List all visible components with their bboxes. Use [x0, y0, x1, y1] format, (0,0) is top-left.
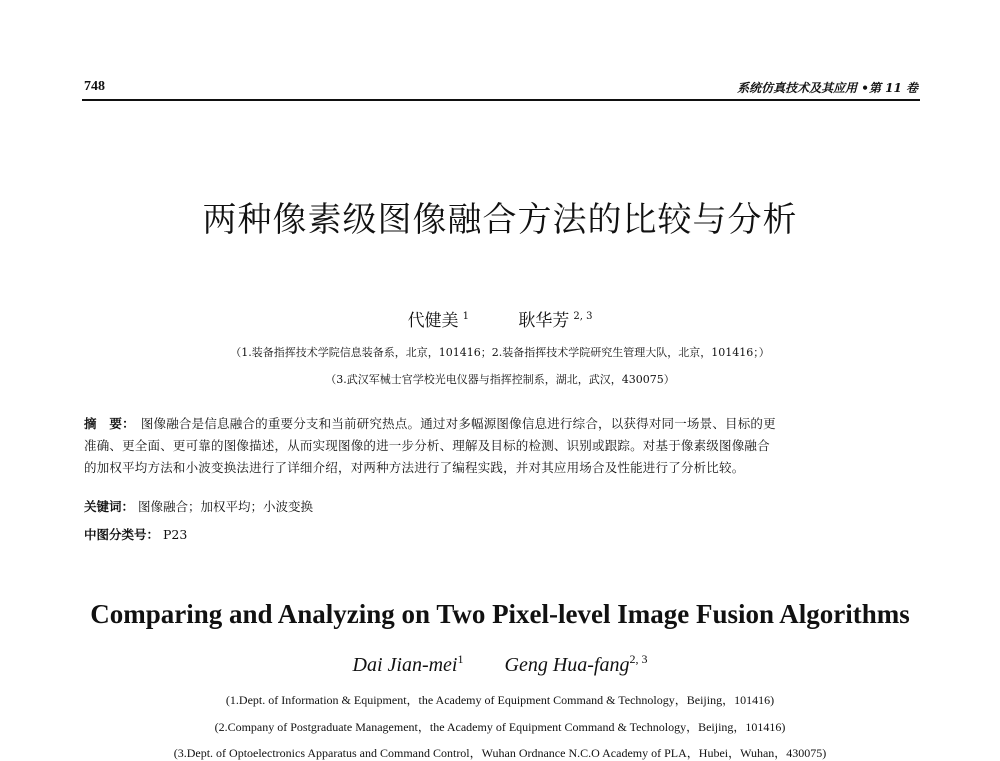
author-zh-1-name: 代健美	[407, 311, 459, 331]
header-rule	[82, 99, 920, 101]
author-en-2-name: Geng Hua-fang	[504, 654, 630, 676]
affiliation-en-line-2: (2.Company of Postgraduate Management，the Academy of Equipment Command & Technology，Beijing，101416)	[214, 720, 786, 734]
chinese-authors	[0, 306, 1000, 331]
author-zh-2-sup: 2, 3	[573, 311, 593, 322]
page-number: 748	[84, 79, 105, 94]
abstract-zh	[84, 413, 920, 479]
running-header-journal: 系统仿真技术及其应用 •第 11 卷	[737, 81, 918, 95]
abstract-text-1: 图像融合是信息融合的重要分支和当前研究热点。通过对多幅源图像信息进行综合，以获得对同一场景、目标的更	[140, 416, 776, 431]
abstract-label: 摘 要：	[84, 416, 135, 431]
clc-label: 中图分类号：	[84, 527, 160, 542]
author-zh-1	[408, 306, 469, 331]
chinese-title: 两种像素级图像融合方法的比较与分析	[202, 200, 798, 240]
english-title: Comparing and Analyzing on Two Pixel-level Image Fusion Algorithms	[90, 599, 910, 629]
author-zh-1-sup: 1	[462, 311, 469, 322]
author-en-1	[353, 652, 464, 677]
keywords-text: 图像融合；加权平均；小波变换	[138, 499, 314, 514]
affiliation-en-line-1: (1.Dept. of Information & Equipment，the Academy of Equipment Command & Technology，Beijing，101416)	[225, 693, 775, 707]
clc-text: P23	[163, 527, 188, 542]
abstract-line-3: 的加权平均方法和小波变换法进行了详细介绍，对两种方法进行了编程实践，并对其应用场合及性能进行了分析比较。	[84, 460, 745, 475]
classification-number	[84, 525, 187, 543]
keywords-label: 关键词：	[84, 499, 135, 514]
affiliation-en-line-3: (3.Dept. of Optoelectronics Apparatus and Command Control，Wuhan Ordnance N.C.O Academy of PLA，Hubei，Wuhan，430075)	[173, 746, 827, 760]
author-zh-2-name: 耿华芳	[518, 311, 570, 331]
affiliation-zh-line-2: （3.武汉军械士官学校光电仪器与指挥控制系，湖北，武汉，430075）	[325, 373, 675, 386]
author-en-2	[505, 652, 648, 677]
keywords	[84, 497, 313, 515]
author-en-2-sup: 2, 3	[629, 652, 648, 666]
author-en-1-sup: 1	[457, 652, 464, 666]
affiliation-zh-line-1: （1.装备指挥技术学院信息装备系，北京，101416；2.装备指挥技术学院研究生管理大队，北京，101416；）	[230, 346, 770, 359]
author-zh-2	[518, 306, 592, 331]
author-en-1-name: Dai Jian-mei	[352, 654, 458, 676]
abstract-line-2: 准确、更全面、更可靠的图像描述，从而实现图像的进一步分析、理解及目标的检测、识别或跟踪。对基于像素级图像融合	[84, 438, 770, 453]
english-authors	[0, 652, 1000, 677]
abstract-line-1	[84, 413, 920, 435]
